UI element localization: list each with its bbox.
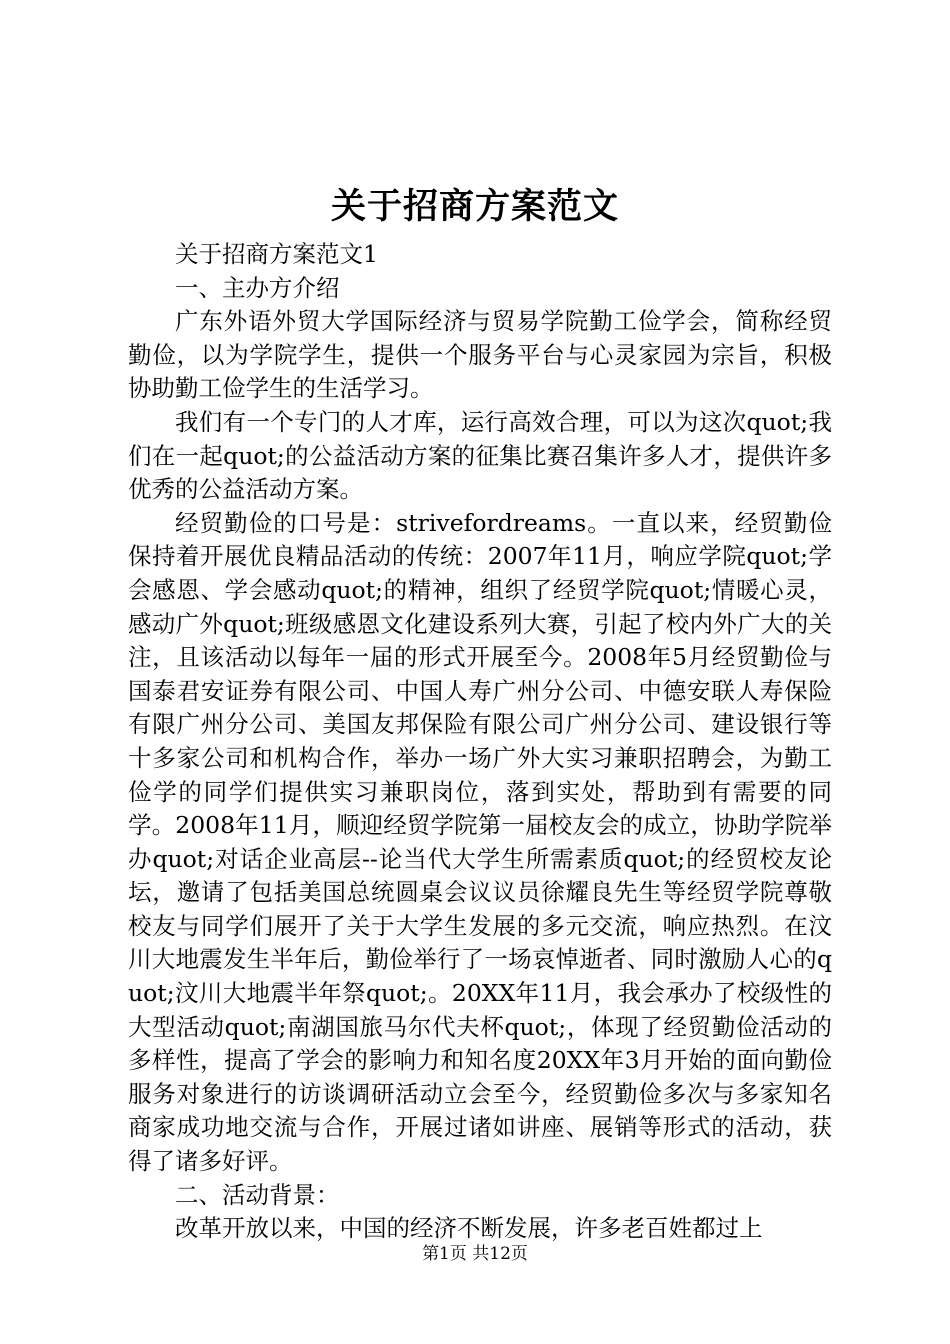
subtitle-paragraph: 关于招商方案范文1 [175, 240, 378, 268]
section-heading-background: 二、活动背景： [175, 1180, 340, 1209]
paragraph-talent-pool: 我们有一个专门的人才库，运行高效合理，可以为这次quot;我们在一起quot;的公益活动方案的征集比赛召集许多人才，提供许多优秀的公益活动方案。 [128, 407, 832, 504]
document-title: 关于招商方案范文 [330, 186, 619, 227]
document-body [128, 238, 832, 1246]
paragraph-background: 改革开放以来，中国的经济不断发展，许多老百姓都过上 [175, 1214, 763, 1243]
paragraph-history: 经贸勤俭的口号是：strivefordreams。一直以来，经贸勤俭保持着开展优良精品活动的传统：2007年11月，响应学院quot;学会感恩、学会感动quot;的精神，组织了经贸学院quot;情暖心灵，感动广外quot;班级感恩文化建设系列大赛，引起了校内外广大的关注，且该活动以每年一届的形式开展至今。2008年5月经贸勤俭与国泰君安证券有限公司、中国人寿广州分公司、中德安联人寿保险有限广州分公司、美国友邦保险有限公司广州分公司、建设银行等十多家公司和机构合作，举办一场广外大实习兼职招聘会，为勤工俭学的同学们提供实习兼职岗位，落到实处，帮助到有需要的同学。2008年11月，顺迎经贸学院第一届校友会的成立，协助学院举办quot;对话企业高层--论当代大学生所需素质quot;的经贸校友论坛，邀请了包括美国总统圆桌会议议员徐耀良先生等经贸学院尊敬校友与同学们展开了关于大学生发展的多元交流，响应热烈。在汶川大地震发生半年后，勤俭举行了一场哀悼逝者、同时激励人心的quot;汶川大地震半年祭quot;。20XX年11月，我会承办了校级性的大型活动quot;南湖国旅马尔代夫杯quot;，体现了经贸勤俭活动的多样性，提高了学会的影响力和知名度20XX年3月开始的面向勤俭服务对象进行的访谈调研活动立会至今，经贸勤俭多次与多家知名商家成功地交流与合作，开展过诸如讲座、展销等形式的活动，获得了诸多好评。 [128, 508, 832, 1176]
section-heading-organizer: 一、主办方介绍 [175, 273, 340, 302]
paragraph-intro: 广东外语外贸大学国际经济与贸易学院勤工俭学会，简称经贸勤俭，以为学院学生，提供一个服务平台与心灵家园为宗旨，积极协助勤工俭学生的生活学习。 [128, 307, 832, 403]
page-footer: 第1页 共12页 [422, 1244, 528, 1264]
